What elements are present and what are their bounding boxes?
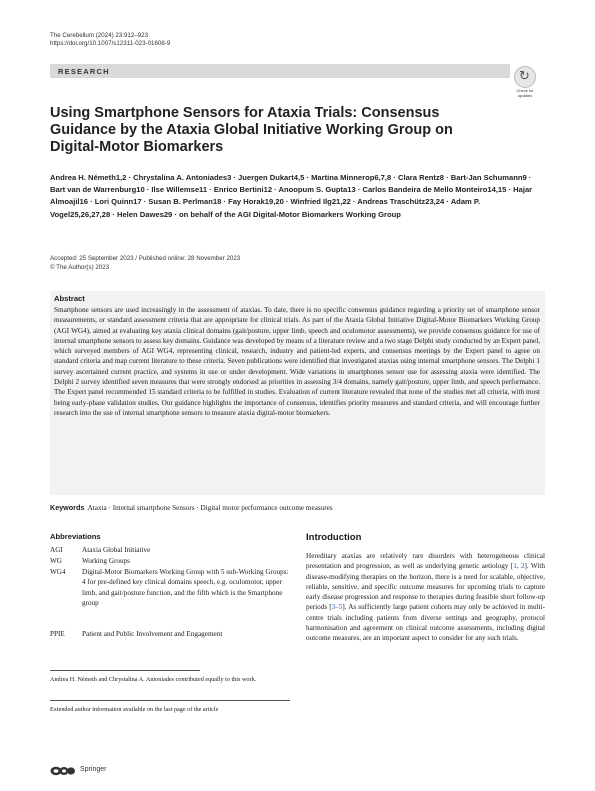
- abstract-body: Smartphone sensors are used increasingly in the assessment of ataxias. To date, there is no specific consensus guidance regarding a priority set of smartphone sensor measurements, or standard assessment criteria that are appropriate for clinical trials. As part of the Ataxia Global Initiative Digital-Motor Biomarkers Working Group (AGI WG4), aimed at evaluating key ataxia clinical domains (gait/posture, upper limb, speech and oculomotor assessments), we provide consensus guidance for use of internal smartphone sensors to assess key domains. Guidance was developed by means of a literature review and a two stage Delphi study conducted by an Expert panel, which surveyed members of AGI WG4, representing clinical, research, industry and patient-led experts, and consensus meetings by the Expert panel to agree on standard criteria and map current literature to these criteria. Seven publications were identified that investigated ataxias using internal smartphone sensors. The Delphi 1 survey ascertained current practice, and systems in use or under development. Wide variations in smartphones sensor use for assessing ataxia were identified. The Delphi 2 survey identified seven measures that were strongly endorsed as priorities in assessing 3/4 domains, namely gait/posture, upper limb, and speech performance. The Expert panel recommended 15 standard criteria to be fulfilled in studies. Evaluation of current literature revealed that none of the studies met all criteria, with most being early-phase validation studies. Our guidance highlights the importance of consensus, identifies priority measures and standard criteria, and will encourage further research into the use of internal smartphone sensors to measure ataxia digital-motor biomarkers.: [54, 306, 540, 417]
- abbreviation-key: WG4: [50, 568, 66, 576]
- check-updates-line1: Check for: [516, 88, 534, 93]
- keywords-label: Keywords: [50, 503, 85, 512]
- check-updates-line2: updates: [517, 92, 533, 98]
- check-updates-mark-icon: ↻: [519, 69, 530, 84]
- publication-dates: [50, 255, 240, 272]
- abbreviation-key: PPIE: [50, 630, 65, 638]
- citation-link[interactable]: 2: [520, 562, 525, 571]
- abbreviation-value: Working Groups: [82, 557, 130, 565]
- author-list: Andrea H. Németh1,2 · Chrystalina A. Antoniades3 · Juergen Dukart4,5 · Martina Minnerop6,7,8 · Clara Rentz8 · Bart-Jan Schumann9 · Bart van de Warrenburg10 · Ilse Willemse11 · Enrico Bertini12 · Anoopum S. Gupta13 · Carlos Bandeira de Mello Monteiro14,15 · Hajar Almoajil16 · Lori Quinn17 · Susan B. Perlman18 · Fay Horak19,20 · Winfried Ilg21,22 · Andreas Traschütz23,24 · Adam P. Vogel25,26,27,28 · Helen Dawes29 · on behalf of the AGI Digital-Motor Biomarkers Working Group: [50, 173, 533, 219]
- footnote-divider: [50, 670, 200, 671]
- accepted-published-line: Accepted: 25 September 2023 / Published online: 28 November 2023: [50, 255, 241, 262]
- abbreviation-key: WG: [50, 557, 62, 565]
- abstract-heading: Abstract: [54, 294, 85, 303]
- equal-contribution-footnote: Andrea H. Németh and Chrystalina A. Antoniades contributed equally to this work.: [50, 676, 257, 683]
- journal-doi[interactable]: https://doi.org/10.1007/s12311-023-01608-9: [50, 40, 171, 47]
- keywords: [50, 503, 545, 513]
- abbreviation-key: AGI: [50, 546, 63, 554]
- article-title: Using Smartphone Sensors for Ataxia Trials: Consensus Guidance by the Ataxia Global Initiative Working Group on Digital-Motor Biomarkers: [50, 105, 453, 155]
- springer-wordmark: Springer: [80, 766, 107, 773]
- check-for-updates-badge[interactable]: [512, 66, 538, 98]
- intro-text: ]. As sufficiently large patient cohorts may only be achieved in multi-centre trials including patients from diverse settings and geography, protocol harmonisation and agreement on clinical outcome assessments, including digital outcome measures, are an important aspect to consider for any such trials.: [306, 603, 545, 643]
- section-label: RESEARCH: [58, 67, 110, 76]
- abbreviation-value: Digital-Motor Biomarkers Working Group with 5 sub-Working Groups: 4 for pre-defined key clinical domains speech, e.g. oculomotor, upper limb, and gait/posture function, and the fifth which is the Smartphone group: [82, 568, 289, 607]
- abbreviations-heading: Abbreviations: [50, 532, 101, 541]
- intro-text: ]. With disease-modifying therapies on the horizon, there is a need for scalable, objective, reliable, sensitive, and specific outcome measures for upcoming trials to capture early disease progression and response to therapies during feasible short follow-up periods [: [306, 562, 546, 612]
- journal-citation: The Cerebellum (2024) 23:912–923: [50, 32, 149, 39]
- extended-author-info-footnote: Extended author information available on the last page of the article: [50, 706, 219, 713]
- intro-text: ,: [516, 562, 521, 571]
- journal-header: [50, 32, 170, 48]
- introduction-heading: Introduction: [306, 532, 362, 543]
- copyright-line: © The Author(s) 2023: [50, 263, 110, 271]
- abbreviation-value: Patient and Public Involvement and Engagement: [82, 630, 223, 638]
- keywords-text: Ataxia · Internal smartphone Sensors · Digital motor performance outcome measures: [87, 504, 333, 512]
- abbreviation-value: Ataxia Global Initiative: [82, 546, 151, 554]
- section-bar: [50, 64, 510, 78]
- springer-horse-logo-icon: [50, 766, 76, 776]
- footnote-divider: [50, 700, 290, 701]
- intro-text: Hereditary ataxias are relatively rare disorders with heterogeneous clinical presentation and progression, as well as underlying genetic aetiology [: [306, 552, 545, 571]
- check-updates-text: [512, 89, 538, 98]
- introduction-paragraph: [306, 551, 545, 644]
- citation-link[interactable]: 1: [513, 562, 517, 571]
- citation-link[interactable]: 3–5: [331, 603, 343, 612]
